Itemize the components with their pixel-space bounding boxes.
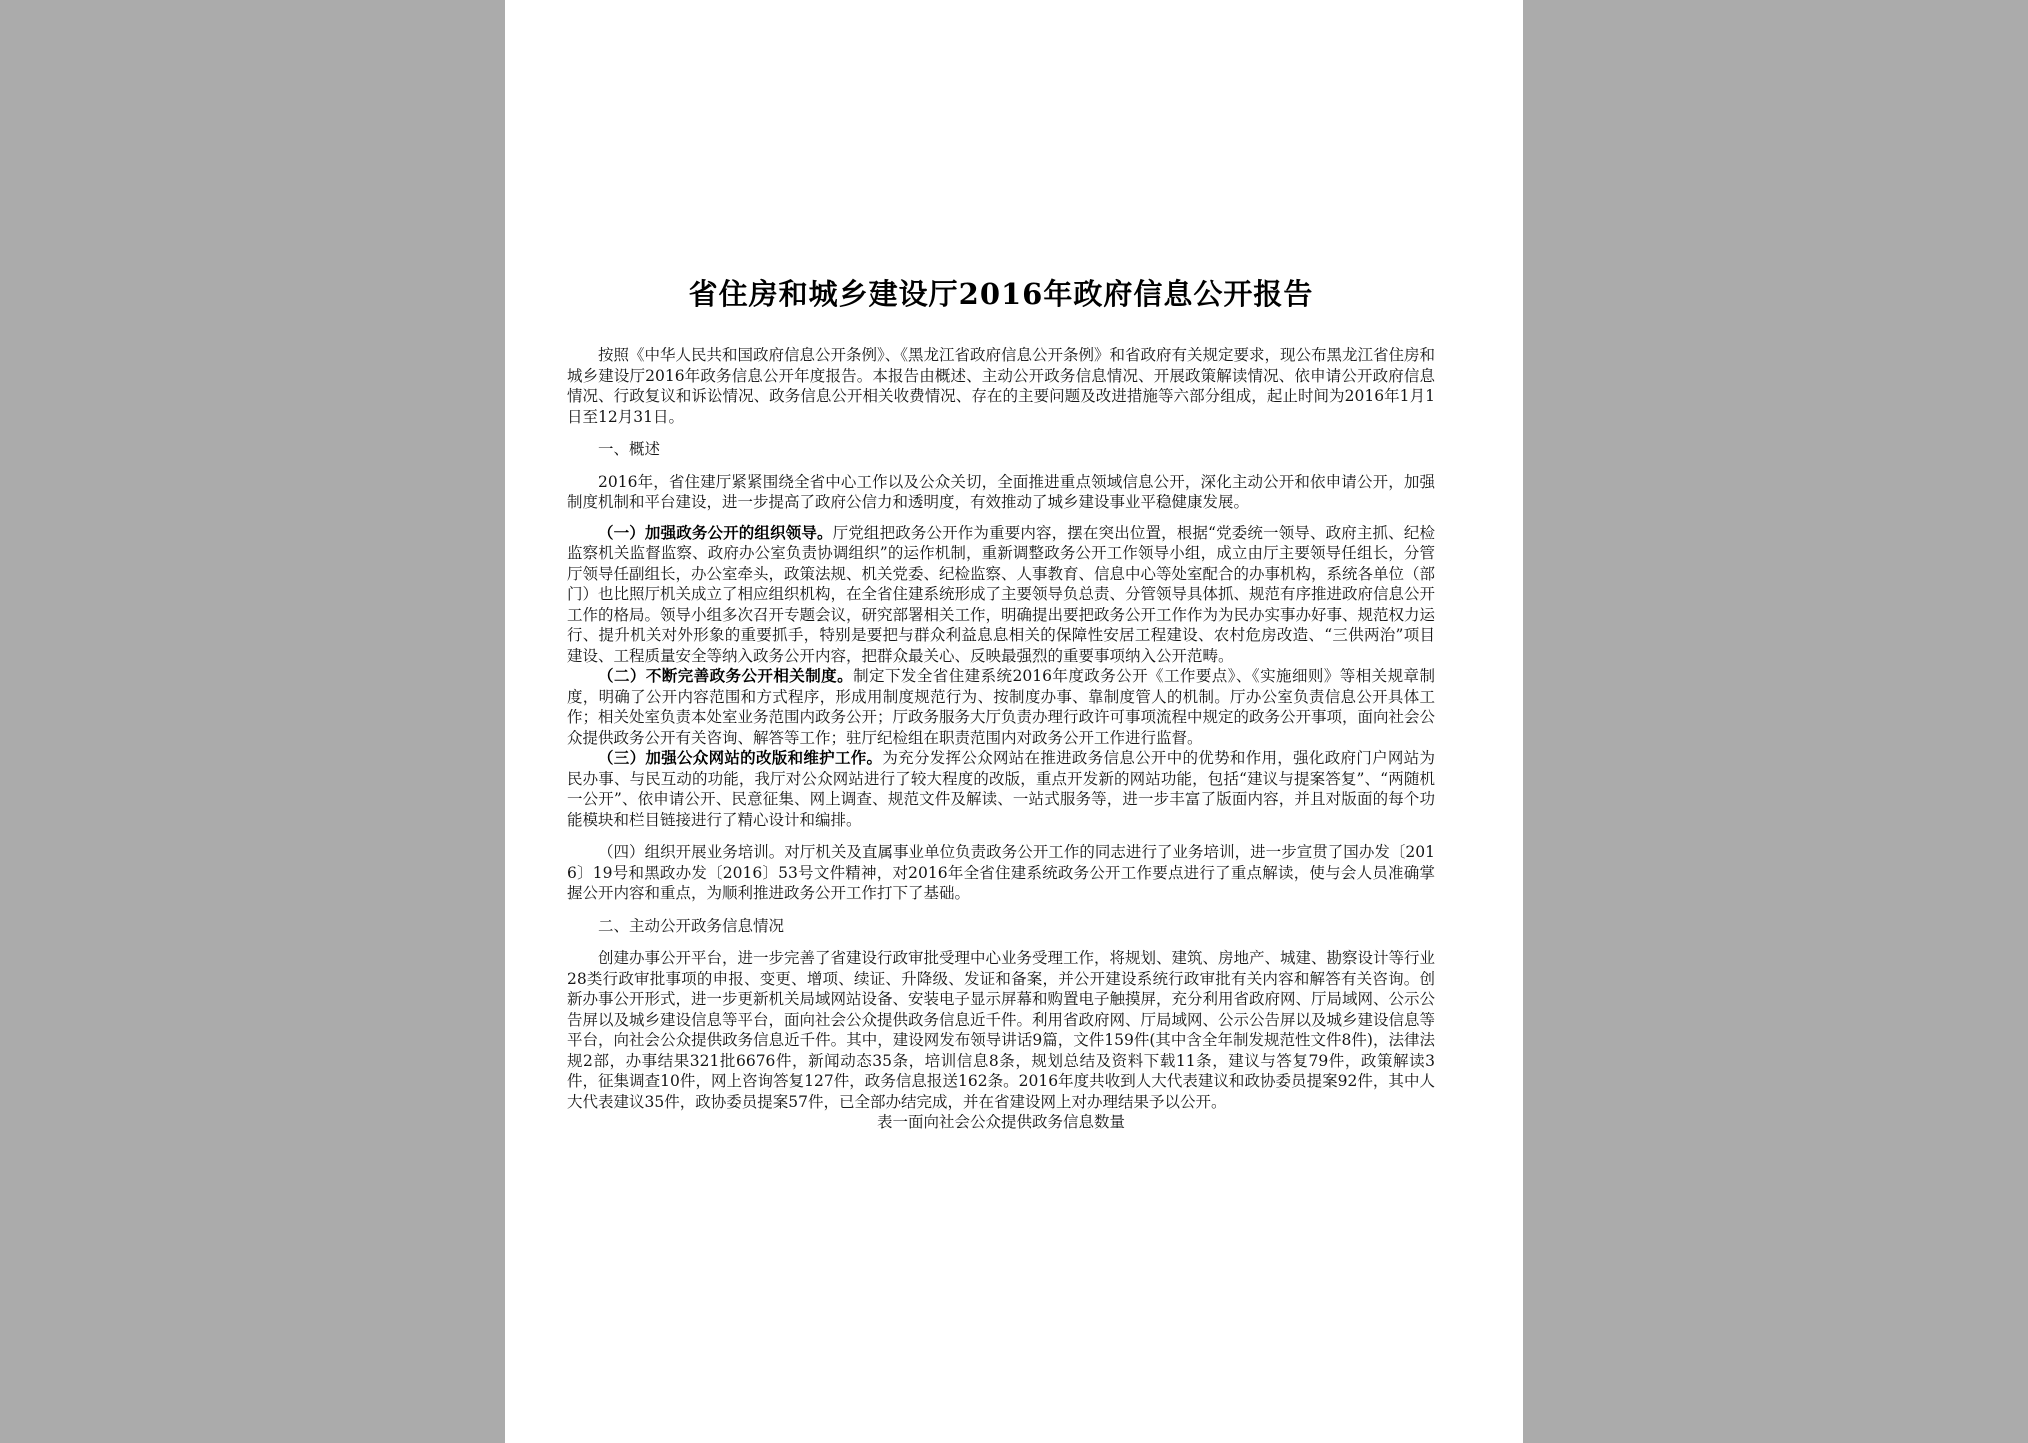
proactive-disclosure-paragraph: 创建办事公开平台，进一步完善了省建设行政审批受理中心业务受理工作，将规划、建筑、房地产、城建、勘察设计等行业28类行政审批事项的申报、变更、增项、续证、升降级、发证和备案，并公开建设系统行政审批有关内容和解答有关咨询。创新办事公开形式，进一步更新机关局域网站设备、安装电子显示屏幕和购置电子触摸屏，充分利用省政府网、厅局域网、公示公告屏以及城乡建设信息等平台，面向社会公众提供政务信息近千件。利用省政府网、厅局域网、公示公告屏以及城乡建设信息等平台，向社会公众提供政务信息近千件。其中，建设网发布领导讲话9篇，文件159件(其中含全年制发规范性文件8件)，法律法规2部，办事结果321批6676件，新闻动态35条，培训信息8条，规划总结及资料下载11条，建议与答复79件，政策解读3件，征集调查10件，网上咨询答复127件，政务信息报送162条。2016年度共收到人大代表建议和政协委员提案92件，其中人大代表建议35件，政协委员提案57件，已全部办结完成，并在省建设网上对办理结果予以公开。 bbox=[567, 949, 1436, 1111]
item-system-improvement bbox=[567, 666, 1435, 748]
document-page bbox=[505, 0, 1523, 1443]
item-lead: （三）加强公众网站的改版和维护工作。 bbox=[598, 748, 883, 767]
item-website-maintenance bbox=[567, 748, 1435, 830]
item-text: 厅党组把政务公开作为重要内容，摆在突出位置，根据“党委统一领导、政府主抓、纪检监察机关监督监察、政府办公室负责协调组织”的运作机制，重新调整政务公开工作领导小组，成立由厅主要领导任组长，分管厅领导任副组长，办公室牵头，政策法规、机关党委、纪检监察、人事教育、信息中心等处室配合的办事机构，系统各单位（部门）也比照厅机关成立了相应组织机构，在全省住建系统形成了主要领导负总责、分管领导具体抓、规范有序推进政府信息公开工作的格局。领导小组多次召开专题会议，研究部署相关工作，明确提出要把政务公开工作作为为民办实事办好事、规范权力运行、提升机关对外形象的重要抓手，特别是要把与群众利益息息相关的保障性安居工程建设、农村危房改造、“三供两治”项目建设、工程质量安全等纳入政务公开内容，把群众最关心、反映最强烈的重要事项纳入公开范畴。 bbox=[567, 523, 1436, 665]
section-heading-overview: 一、概述 bbox=[598, 440, 661, 458]
item-lead: （一）加强政务公开的组织领导。 bbox=[598, 522, 833, 542]
item-training: （四）组织开展业务培训。对厅机关及直属事业单位负责政务公开工作的同志进行了业务培训，进一步宣贯了国办发〔2016〕19号和黑政办发〔2016〕53号文件精神，对2016年全省住建系统政务公开工作要点进行了重点解读，使与会人员准确掌握公开内容和重点，为顺利推进政务公开工作打下了基础。 bbox=[567, 843, 1435, 902]
item-text: 制定下发全省住建系统2016年度政务公开《工作要点》、《实施细则》等相关规章制度，明确了公开内容范围和方式程序，形成用制度规范行为、按制度办事、靠制度管人的机制。厅办公室负责信息公开具体工作；相关处室负责本处室业务范围内政务公开；厅政务服务大厅负责办理行政许可事项流程中规定的政务公开事项，面向社会公众提供政务公开有关咨询、解答等工作；驻厅纪检组在职责范围内对政务公开工作进行监督。 bbox=[567, 667, 1436, 747]
item-text: 为充分发挥公众网站在推进政务信息公开中的优势和作用，强化政府门户网站为民办事、与民互动的功能，我厅对公众网站进行了较大程度的改版，重点开发新的网站功能，包括“建议与提案答复”、“两随机一公开”、依申请公开、民意征集、网上调查、规范文件及解读、一站式服务等，进一步丰富了版面内容，并且对版面的每个功能模块和栏目链接进行了精心设计和编排。 bbox=[567, 749, 1435, 829]
overview-paragraph: 2016年，省住建厅紧紧围绕全省中心工作以及公众关切，全面推进重点领域信息公开，深化主动公开和依申请公开，加强制度机制和平台建设，进一步提高了政府公信力和透明度，有效推动了城乡建设事业平稳健康发展。 bbox=[567, 472, 1435, 511]
intro-paragraph: 按照《中华人民共和国政府信息公开条例》、《黑龙江省政府信息公开条例》和省政府有关规定要求，现公布黑龙江省住房和城乡建设厅2016年政务信息公开年度报告。本报告由概述、主动公开政务信息情况、开展政策解读情况、依申请公开政府信息情况、行政复议和诉讼情况、政务信息公开相关收费情况、存在的主要问题及改进措施等六部分组成，起止时间为2016年1月1日至12月31日。 bbox=[567, 346, 1436, 426]
item-organization-leadership bbox=[567, 523, 1435, 667]
table-caption: 表一面向社会公众提供政务信息数量 bbox=[876, 1113, 1125, 1131]
item-lead: （二）不断完善政务公开相关制度。 bbox=[598, 666, 854, 685]
section-heading-proactive-disclosure: 二、主动公开政务信息情况 bbox=[598, 916, 785, 935]
document-title: 省住房和城乡建设厅2016年政府信息公开报告 bbox=[688, 277, 1314, 311]
